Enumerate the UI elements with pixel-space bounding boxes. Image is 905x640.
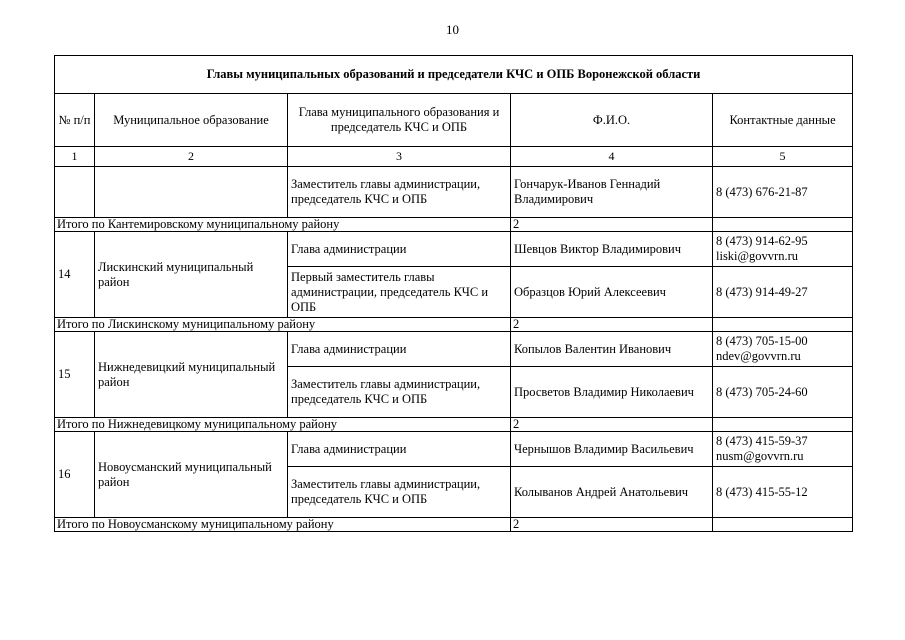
fio-cell: Копылов Валентин Иванович xyxy=(511,332,713,367)
column-number: 2 xyxy=(95,147,288,167)
phone-text: 8 (473) 415-55-12 xyxy=(716,484,808,499)
position-cell: Глава администрации xyxy=(288,232,511,267)
row-num-cell xyxy=(55,167,95,218)
fio-cell: Образцов Юрий Алексеевич xyxy=(511,267,713,318)
table-row xyxy=(55,332,853,367)
header-row xyxy=(55,94,853,147)
total-value: 2 xyxy=(511,318,713,332)
contacts-cell xyxy=(713,467,853,518)
municipality-cell: Лискинский муниципальный район xyxy=(95,232,288,318)
contacts-cell xyxy=(713,167,853,218)
total-label: Итого по Кантемировскому муниципальному району xyxy=(55,218,511,232)
total-row xyxy=(55,218,853,232)
page-number: 10 xyxy=(446,22,459,37)
row-num-cell: 16 xyxy=(55,432,95,518)
email-text: liski@govvrn.ru xyxy=(716,249,798,263)
position-cell: Глава администрации xyxy=(288,432,511,467)
header-head-position: Глава муниципального образования и председатель КЧС и ОПБ xyxy=(288,94,511,147)
total-empty-cell xyxy=(713,218,853,232)
table-title-row xyxy=(55,56,853,94)
contacts-cell xyxy=(713,332,853,367)
contacts-cell xyxy=(713,232,853,267)
contacts-cell xyxy=(713,267,853,318)
phone-text: 8 (473) 914-49-27 xyxy=(716,284,808,299)
column-number: 5 xyxy=(713,147,853,167)
position-cell: Заместитель главы администрации, председатель КЧС и ОПБ xyxy=(288,367,511,418)
header-municipality: Муниципальное образование xyxy=(95,94,288,147)
phone-text: 8 (473) 676-21-87 xyxy=(716,184,808,199)
contacts-cell xyxy=(713,367,853,418)
total-empty-cell xyxy=(713,318,853,332)
position-cell: Первый заместитель главы администрации, председатель КЧС и ОПБ xyxy=(288,267,511,318)
row-num-cell: 14 xyxy=(55,232,95,318)
fio-cell: Шевцов Виктор Владимирович xyxy=(511,232,713,267)
header-fio: Ф.И.О. xyxy=(511,94,713,147)
total-row xyxy=(55,318,853,332)
position-cell: Глава администрации xyxy=(288,332,511,367)
phone-text: 8 (473) 705-15-00 xyxy=(716,334,808,348)
municipality-cell xyxy=(95,167,288,218)
total-empty-cell xyxy=(713,418,853,432)
total-row xyxy=(55,518,853,532)
email-text: ndev@govvrn.ru xyxy=(716,349,801,363)
column-number: 3 xyxy=(288,147,511,167)
column-number: 1 xyxy=(55,147,95,167)
header-num: № п/п xyxy=(55,94,95,147)
contacts-cell xyxy=(713,432,853,467)
phone-text: 8 (473) 415-59-37 xyxy=(716,434,808,448)
officials-table xyxy=(54,55,853,532)
position-cell: Заместитель главы администрации, председатель КЧС и ОПБ xyxy=(288,167,511,218)
municipality-cell: Нижнедевицкий муниципальный район xyxy=(95,332,288,418)
total-row xyxy=(55,418,853,432)
total-label: Итого по Нижнедевицкому муниципальному району xyxy=(55,418,511,432)
phone-text: 8 (473) 914-62-95 xyxy=(716,234,808,248)
row-num-cell: 15 xyxy=(55,332,95,418)
table-row xyxy=(55,232,853,267)
total-label: Итого по Новоусманскому муниципальному району xyxy=(55,518,511,532)
fio-cell: Просветов Владимир Николаевич xyxy=(511,367,713,418)
table-row xyxy=(55,432,853,467)
phone-text: 8 (473) 705-24-60 xyxy=(716,384,808,399)
table-row xyxy=(55,167,853,218)
fio-cell: Гончарук-Иванов Геннадий Владимирович xyxy=(511,167,713,218)
position-cell: Заместитель главы администрации, председатель КЧС и ОПБ xyxy=(288,467,511,518)
column-numbers-row xyxy=(55,147,853,167)
total-value: 2 xyxy=(511,418,713,432)
table-title: Главы муниципальных образований и председатели КЧС и ОПБ Воронежской области xyxy=(55,56,853,94)
total-label: Итого по Лискинскому муниципальному району xyxy=(55,318,511,332)
header-contacts: Контактные данные xyxy=(713,94,853,147)
email-text: nusm@govvrn.ru xyxy=(716,449,804,463)
municipality-cell: Новоусманский муниципальный район xyxy=(95,432,288,518)
total-value: 2 xyxy=(511,518,713,532)
fio-cell: Колыванов Андрей Анатольевич xyxy=(511,467,713,518)
total-empty-cell xyxy=(713,518,853,532)
column-number: 4 xyxy=(511,147,713,167)
fio-cell: Чернышов Владимир Васильевич xyxy=(511,432,713,467)
total-value: 2 xyxy=(511,218,713,232)
